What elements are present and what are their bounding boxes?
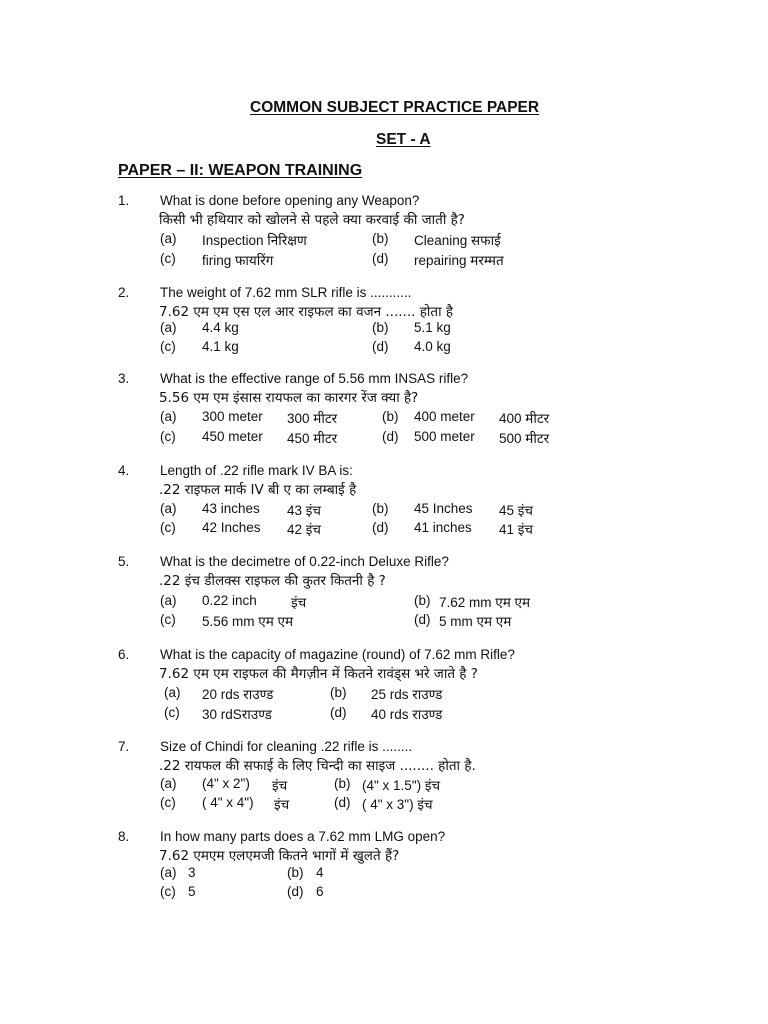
option-text-hindi: 45 इंच xyxy=(499,503,533,518)
question-number: 8. xyxy=(118,829,130,844)
option-text-hindi: 400 मीटर xyxy=(499,411,550,426)
option-d xyxy=(372,520,533,537)
document-title: COMMON SUBJECT PRACTICE PAPER xyxy=(250,99,540,116)
option-c xyxy=(160,251,274,268)
question-text-english: Length of .22 rifle mark IV BA is: xyxy=(160,463,353,478)
option-text: 300 meter xyxy=(202,409,263,424)
option-label: (b) xyxy=(372,231,389,246)
paper-heading: PAPER – II: WEAPON TRAINING xyxy=(118,162,363,179)
option-label: (c) xyxy=(160,795,176,810)
option-label: (b) xyxy=(414,593,431,608)
option-label: (c) xyxy=(160,884,176,899)
option-text-hindi: 43 इंच xyxy=(287,503,321,518)
question-text-hindi: .22 इंच डीलक्स राइफल की कुतर कितनी है ? xyxy=(159,573,386,589)
option-text-hindi: 450 मीटर xyxy=(287,431,338,446)
question-text-hindi: 5.56 एम एम इंसास रायफल का कारगर रेंज क्या है? xyxy=(159,390,419,406)
option-text: 30 rdSराउण्ड xyxy=(202,707,272,722)
option-label: (b) xyxy=(334,776,351,791)
option-label: (d) xyxy=(382,429,399,444)
option-text: 500 meter xyxy=(414,429,475,444)
option-label: (a) xyxy=(164,685,181,700)
option-label: (d) xyxy=(372,520,389,535)
option-text: 4.0 kg xyxy=(414,339,451,354)
option-c xyxy=(160,520,321,537)
question-text-english: Size of Chindi for cleaning .22 rifle is ........ xyxy=(160,739,413,754)
option-label: (d) xyxy=(414,612,431,627)
question-text-hindi: 7.62 एमएम एलएमजी कितने भागों में खुलते हैं? xyxy=(159,848,400,864)
option-label: (c) xyxy=(160,520,176,535)
option-text: (4" x 2") xyxy=(202,776,250,791)
option-label: (b) xyxy=(372,320,389,335)
option-d xyxy=(372,251,504,268)
question-text-english: What is the capacity of magazine (round) of 7.62 mm Rifle? xyxy=(160,647,515,662)
option-text: firing फायरिंग xyxy=(202,253,274,268)
option-label: (c) xyxy=(160,339,176,354)
question-number: 5. xyxy=(118,554,130,569)
option-a xyxy=(164,685,274,702)
option-label: (c) xyxy=(164,705,180,720)
option-label: (c) xyxy=(160,429,176,444)
question-text-hindi: .22 राइफल मार्क IV बी ए का लम्बाई है xyxy=(159,482,357,498)
option-text: 3 xyxy=(188,865,196,880)
option-label: (a) xyxy=(160,501,177,516)
option-c xyxy=(160,612,294,629)
option-label: (a) xyxy=(160,231,177,246)
option-label: (d) xyxy=(372,251,389,266)
option-label: (d) xyxy=(330,705,347,720)
option-text-hindi: 42 इंच xyxy=(287,522,321,537)
question-text-english: The weight of 7.62 mm SLR rifle is ........... xyxy=(160,285,412,300)
option-text: 42 Inches xyxy=(202,520,261,535)
option-label: (c) xyxy=(160,251,176,266)
option-label: (a) xyxy=(160,593,177,608)
option-text: repairing मरम्मत xyxy=(414,253,504,268)
option-text-hindi: 41 इंच xyxy=(499,522,533,537)
option-label: (b) xyxy=(330,685,347,700)
option-text: 41 inches xyxy=(414,520,472,535)
question-text-hindi: .22 रायफल की सफाई के लिए चिन्दी का साइज ........ होता है. xyxy=(159,758,476,774)
option-c xyxy=(160,795,290,812)
option-a xyxy=(160,320,239,335)
option-text: 4.4 kg xyxy=(202,320,239,335)
option-label: (d) xyxy=(334,795,351,810)
option-b xyxy=(372,501,533,518)
option-label: (a) xyxy=(160,409,177,424)
set-label: SET - A xyxy=(376,131,431,148)
option-b xyxy=(414,593,531,610)
option-a xyxy=(160,593,307,610)
option-d xyxy=(334,795,433,812)
option-label: (b) xyxy=(287,865,304,880)
option-text: 25 rds राउण्ड xyxy=(371,687,443,702)
option-b xyxy=(382,409,550,426)
option-d xyxy=(287,884,324,899)
option-d xyxy=(372,339,451,354)
option-text: 5.1 kg xyxy=(414,320,451,335)
option-d xyxy=(330,705,443,722)
option-label: (d) xyxy=(372,339,389,354)
option-text: Inspection निरिक्षण xyxy=(202,233,307,248)
option-a xyxy=(160,501,321,518)
option-d xyxy=(382,429,550,446)
question-number: 6. xyxy=(118,647,130,662)
question-text-english: What is the effective range of 5.56 mm INSAS rifle? xyxy=(160,371,469,386)
option-text: 20 rds राउण्ड xyxy=(202,687,274,702)
option-label: (d) xyxy=(287,884,304,899)
question-number: 2. xyxy=(118,285,130,300)
question-text-english: In how many parts does a 7.62 mm LMG open? xyxy=(160,829,446,844)
option-text: 43 inches xyxy=(202,501,260,516)
option-text: 7.62 mm एम एम xyxy=(439,595,531,610)
option-text-hindi: इंच xyxy=(272,778,288,793)
option-text: ( 4" x 3") इंच xyxy=(362,797,433,812)
option-a xyxy=(160,865,196,880)
option-text-hindi: इंच xyxy=(291,595,307,610)
option-b xyxy=(372,320,451,335)
option-text: 4 xyxy=(316,865,324,880)
option-d xyxy=(414,612,512,629)
option-c xyxy=(160,339,239,354)
question-text-hindi: किसी भी हथियार को खोलने से पहले क्या करवाई की जाती है? xyxy=(159,212,465,228)
option-label: (c) xyxy=(160,612,176,627)
option-label: (b) xyxy=(382,409,399,424)
option-label: (a) xyxy=(160,865,177,880)
option-text: 0.22 inch xyxy=(202,593,257,608)
option-b xyxy=(372,231,501,248)
question-number: 7. xyxy=(118,739,130,754)
option-c xyxy=(160,429,338,446)
option-text: 6 xyxy=(316,884,324,899)
question-text-english: What is the decimetre of 0.22-inch Deluxe Rifle? xyxy=(160,554,449,569)
option-a xyxy=(160,231,307,248)
option-text: ( 4" x 4") xyxy=(202,795,254,810)
option-c xyxy=(160,884,196,899)
option-text: Cleaning सफाई xyxy=(414,233,501,248)
option-b xyxy=(287,865,324,880)
option-text-hindi: इंच xyxy=(274,797,290,812)
question-text-english: What is done before opening any Weapon? xyxy=(160,193,420,208)
option-text-hindi: 300 मीटर xyxy=(287,411,338,426)
option-text: 45 Inches xyxy=(414,501,473,516)
option-label: (a) xyxy=(160,776,177,791)
option-text: 4.1 kg xyxy=(202,339,239,354)
question-number: 4. xyxy=(118,463,130,478)
option-a xyxy=(160,409,338,426)
option-label: (b) xyxy=(372,501,389,516)
option-text-hindi: 500 मीटर xyxy=(499,431,550,446)
option-text: 40 rds राउण्ड xyxy=(371,707,443,722)
option-text: (4" x 1.5") इंच xyxy=(362,778,441,793)
option-a xyxy=(160,776,288,793)
question-number: 1. xyxy=(118,193,130,208)
question-text-hindi: 7.62 एम एम एस एल आर राइफल का वजन ....... होता है xyxy=(159,304,454,320)
option-text: 5.56 mm एम एम xyxy=(202,614,294,629)
option-text: 5 mm एम एम xyxy=(439,614,512,629)
option-b xyxy=(334,776,441,793)
option-c xyxy=(164,705,272,722)
option-b xyxy=(330,685,443,702)
question-number: 3. xyxy=(118,371,130,386)
option-label: (a) xyxy=(160,320,177,335)
option-text: 450 meter xyxy=(202,429,263,444)
option-text: 400 meter xyxy=(414,409,475,424)
question-text-hindi: 7.62 एम एम राइफल की मैगज़ीन में कितने रावंड्स भरे जाते है ? xyxy=(159,666,478,682)
option-text: 5 xyxy=(188,884,196,899)
